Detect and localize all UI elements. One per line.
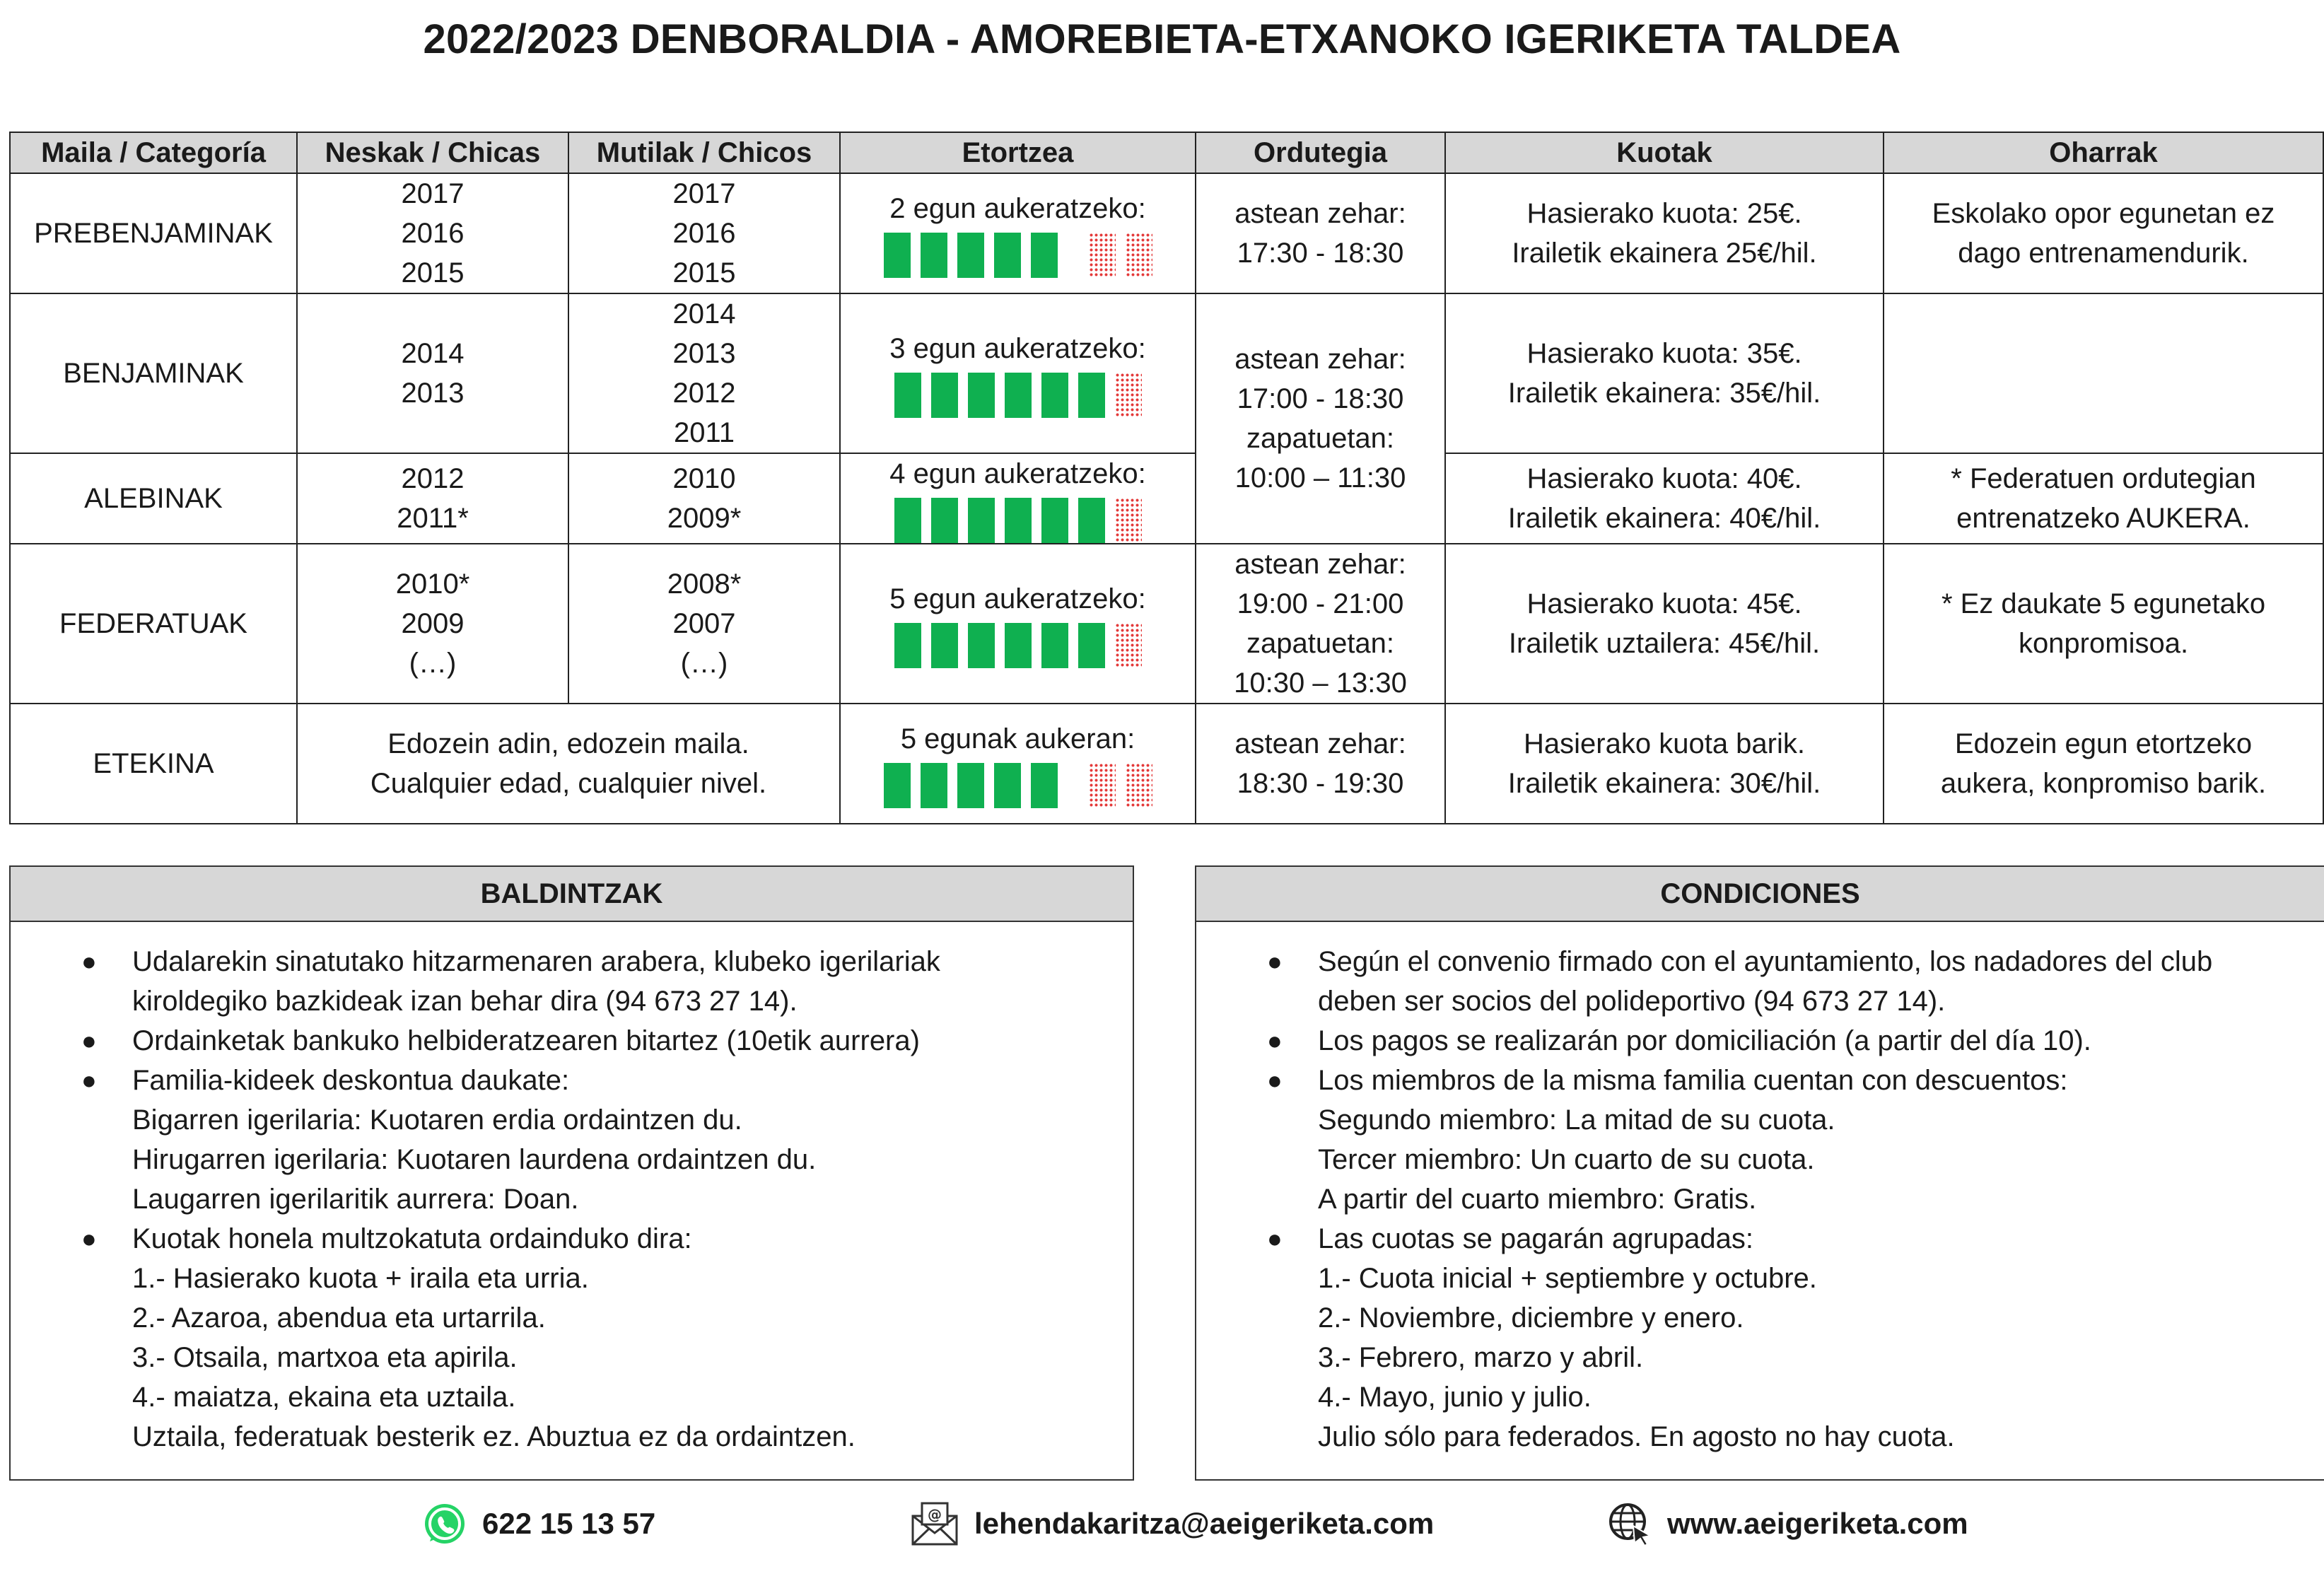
year-value: 2012 [672,378,736,409]
year-value: (…) [680,648,728,679]
header-girls: Neskak / Chicas [297,132,568,173]
day-available-square [894,498,921,543]
girls-years [297,453,568,544]
day-available-square [957,763,984,808]
list-item [1267,1061,2324,1219]
day-available-square [957,233,984,278]
schedule-line: astean zehar: [1234,198,1406,229]
list-line: 4.- maiatza, ekaina eta uztaila. [132,1382,516,1413]
girls-years [297,173,568,293]
boys-years [568,293,840,453]
list-line: deben ser socios del polideportivo (94 673 27 14). [1318,986,1946,1017]
bullet-icon: ● [1267,1224,1283,1253]
attendance-label: 5 egun aukeratzeko: [889,583,1146,614]
day-unavailable-square [1115,373,1142,418]
category-cell: BENJAMINAK [10,293,297,453]
notes-cell [1884,453,2323,544]
website-url: www.aeigeriketa.com [1667,1507,1968,1540]
schedule-line: 17:30 - 18:30 [1237,238,1404,269]
bullet-icon: ● [1267,947,1283,976]
category-cell: PREBENJAMINAK [10,173,297,293]
header-notes: Oharrak [1884,132,2323,173]
header-schedule: Ordutegia [1196,132,1445,173]
day-available-square [1005,498,1032,543]
year-value: (…) [409,648,457,679]
email-address: lehendakaritza@aeigeriketa.com [974,1507,1435,1540]
year-value: 2009 [401,608,465,639]
baldintzak-list [81,922,1133,1457]
list-line: Kuotak honela multzokatuta ordainduko dira: [132,1223,692,1254]
day-available-square [884,763,911,808]
list-line: Udalarekin sinatutako hitzarmenaren arabera, klubeko igerilariak [132,946,940,977]
schedule-line: astean zehar: [1234,549,1406,580]
fees-cell [1445,453,1884,544]
notes-cell [1884,173,2323,293]
condiciones-list [1267,922,2324,1457]
phone-number: 622 15 13 57 [482,1507,656,1540]
day-available-square [1078,623,1105,668]
fees-cell [1445,704,1884,824]
day-available-square [968,373,995,418]
fee-line: Hasierako kuota: 35€. [1526,338,1802,369]
fee-line: Hasierako kuota: 45€. [1526,588,1802,619]
schedule-table [9,132,2324,824]
table-header-row [10,132,2323,173]
year-value: 2011* [397,503,469,534]
list-line: A partir del cuarto miembro: Gratis. [1318,1184,1757,1215]
header-boys: Mutilak / Chicos [568,132,840,173]
boys-years [568,173,840,293]
day-available-square [884,233,911,278]
day-available-square [968,623,995,668]
day-unavailable-square [1089,763,1116,808]
page-title: 2022/2023 DENBORALDIA - AMOREBIETA-ETXANOKO IGERIKETA TALDEA [423,16,1901,62]
schedule-line: zapatuetan: [1246,423,1395,454]
list-line: Julio sólo para federados. En agosto no hay cuota. [1318,1421,1955,1452]
table-row [10,544,2323,704]
schedule-line: 17:00 - 18:30 [1237,383,1404,414]
baldintzak-box [9,865,1134,1481]
category-cell: ETEKINA [10,704,297,824]
note-line: * Federatuen ordutegian [1951,463,2256,494]
whatsapp-icon [421,1500,468,1547]
table-row [10,704,2323,824]
notes-cell [1884,544,2323,704]
table-row [10,173,2323,293]
attendance-label: 3 egun aukeratzeko: [889,333,1146,364]
year-value: 2010* [395,568,470,600]
fee-line: Irailetik ekainera 25€/hil. [1512,238,1817,269]
attendance-cell [840,173,1196,293]
year-value: 2015 [401,257,465,288]
schedule-line: astean zehar: [1234,344,1406,375]
list-line: Uztaila, federatuak besterik ez. Abuztua ez da ordaintzen. [132,1421,856,1452]
day-available-square [1041,623,1068,668]
list-line: Los miembros de la misma familia cuentan con descuentos: [1318,1065,2068,1096]
footer-phone[interactable] [421,1495,655,1552]
year-value: 2016 [672,218,736,249]
attendance-cell [840,453,1196,544]
day-squares [841,623,1195,668]
fees-cell [1445,293,1884,453]
schedule-line: zapatuetan: [1246,628,1395,659]
day-available-square [921,233,947,278]
header-category: Maila / Categoría [10,132,297,173]
category-cell: FEDERATUAK [10,544,297,704]
svg-text:@: @ [928,1506,942,1523]
bullet-icon: ● [1267,1026,1283,1055]
schedule-line: 10:30 – 13:30 [1234,667,1407,699]
condiciones-title: CONDICIONES [1196,867,2324,922]
day-available-square [1005,623,1032,668]
fees-cell [1445,173,1884,293]
age-line: Edozein adin, edozein maila. [387,728,749,759]
day-available-square [1078,498,1105,543]
year-value: 2008* [667,568,742,600]
boys-years [568,453,840,544]
day-unavailable-square [1126,233,1152,278]
fee-line: Irailetik ekainera: 30€/hil. [1507,768,1821,799]
list-item [81,1061,1133,1219]
bullet-icon: ● [1267,1066,1283,1095]
year-value: 2017 [401,178,465,209]
list-line: Tercer miembro: Un cuarto de su cuota. [1318,1144,1815,1175]
table-row [10,453,2323,544]
list-line: Según el convenio firmado con el ayuntamiento, los nadadores del club [1318,946,2213,977]
girls-years [297,544,568,704]
year-value: 2016 [401,218,465,249]
header-fees: Kuotak [1445,132,1884,173]
year-value: 2013 [401,378,465,409]
schedule-cell [1196,704,1445,824]
attendance-label: 5 egunak aukeran: [900,723,1135,754]
day-available-square [994,233,1021,278]
schedule-line: 19:00 - 21:00 [1237,588,1404,619]
bullet-icon: ● [81,1026,97,1055]
list-line: 4.- Mayo, junio y julio. [1318,1382,1592,1413]
year-value: 2010 [672,463,736,494]
baldintzak-title: BALDINTZAK [11,867,1133,922]
year-value: 2015 [672,257,736,288]
day-unavailable-square [1089,233,1116,278]
fee-line: Irailetik ekainera: 40€/hil. [1507,503,1821,534]
attendance-cell [840,293,1196,453]
day-available-square [1041,373,1068,418]
day-available-square [1041,498,1068,543]
day-unavailable-square [1115,498,1142,543]
day-available-square [994,763,1021,808]
note-line: konpromisoa. [2018,628,2189,659]
list-item [1267,1021,2324,1061]
year-value: 2011 [673,417,735,448]
day-squares [841,763,1195,808]
list-line: 3.- Otsaila, martxoa eta apirila. [132,1342,518,1373]
note-line: aukera, konpromiso barik. [1940,768,2267,799]
day-available-square [931,498,958,543]
list-line: 1.- Hasierako kuota + iraila eta urria. [132,1263,589,1294]
boys-years [568,544,840,704]
list-line: Ordainketak bankuko helbideratzearen bitartez (10etik aurrera) [132,1025,920,1056]
day-available-square [931,623,958,668]
day-available-square [931,373,958,418]
footer-web[interactable] [1606,1495,1968,1552]
bullet-icon: ● [81,1066,97,1095]
list-line: kiroldegiko bazkideak izan behar dira (94 673 27 14). [132,986,798,1017]
girls-years [297,293,568,453]
footer-email[interactable] [911,1495,1434,1552]
header-attendance: Etortzea [840,132,1196,173]
schedule-line: 18:30 - 19:30 [1237,768,1404,799]
fee-line: Hasierako kuota: 25€. [1526,198,1802,229]
list-item [81,1219,1133,1457]
list-line: Bigarren igerilaria: Kuotaren erdia ordaintzen du. [132,1104,742,1136]
list-item [1267,1219,2324,1457]
globe-icon [1606,1500,1653,1547]
day-squares [841,373,1195,418]
note-line: Edozein egun etortzeko [1954,728,2253,759]
fee-line: Irailetik ekainera: 35€/hil. [1507,378,1821,409]
list-line: Laugarren igerilaritik aurrera: Doan. [132,1184,579,1215]
day-available-square [1031,233,1058,278]
day-available-square [894,373,921,418]
year-value: 2014 [672,298,736,329]
envelope-icon [911,1500,960,1547]
fee-line: Irailetik uztailera: 45€/hil. [1508,628,1821,659]
year-value: 2007 [672,608,736,639]
list-line: Hirugarren igerilaria: Kuotaren laurdena ordaintzen du. [132,1144,817,1175]
schedule-cell [1196,293,1445,544]
condiciones-box [1195,865,2324,1481]
day-squares [841,498,1195,543]
list-item [1267,942,2324,1021]
schedule-line: astean zehar: [1234,728,1406,759]
bullet-icon: ● [81,947,97,976]
schedule-line: 10:00 – 11:30 [1234,462,1406,494]
schedule-cell [1196,173,1445,293]
list-item [81,942,1133,1021]
day-unavailable-square [1115,623,1142,668]
attendance-label: 4 egun aukeratzeko: [889,458,1146,489]
bullet-icon: ● [81,1224,97,1253]
day-available-square [1031,763,1058,808]
day-squares [841,233,1195,278]
list-line: 2.- Noviembre, diciembre y enero. [1318,1302,1744,1334]
day-available-square [921,763,947,808]
list-line: 1.- Cuota inicial + septiembre y octubre. [1318,1263,1817,1294]
list-line: 3.- Febrero, marzo y abril. [1318,1342,1644,1373]
category-cell: ALEBINAK [10,453,297,544]
day-available-square [968,498,995,543]
day-available-square [1078,373,1105,418]
day-available-square [1005,373,1032,418]
list-line: Los pagos se realizarán por domiciliación (a partir del día 10). [1318,1025,2091,1056]
list-line: Las cuotas se pagarán agrupadas: [1318,1223,1753,1254]
year-value: 2013 [672,338,736,369]
attendance-cell [840,544,1196,704]
note-line: Eskolako opor egunetan ez [1932,198,2275,229]
ages-cell [297,704,840,824]
notes-cell [1884,704,2323,824]
table-row [10,293,2323,453]
fee-line: Hasierako kuota barik. [1524,728,1805,759]
note-line: entrenatzeko AUKERA. [1956,503,2250,534]
attendance-label: 2 egun aukeratzeko: [889,193,1146,224]
year-value: 2009* [667,503,742,534]
fees-cell [1445,544,1884,704]
year-value: 2017 [672,178,736,209]
day-unavailable-square [1126,763,1152,808]
year-value: 2012 [401,463,465,494]
list-item [81,1021,1133,1061]
fee-line: Hasierako kuota: 40€. [1526,463,1802,494]
day-available-square [894,623,921,668]
attendance-cell [840,704,1196,824]
year-value: 2014 [401,338,465,369]
list-line: Familia-kideek deskontua daukate: [132,1065,570,1096]
list-line: Segundo miembro: La mitad de su cuota. [1318,1104,1835,1136]
note-line: dago entrenamendurik. [1958,238,2249,269]
schedule-cell [1196,544,1445,704]
note-line: * Ez daukate 5 egunetako [1941,588,2266,619]
list-line: 2.- Azaroa, abendua eta urtarrila. [132,1302,546,1334]
age-line: Cualquier edad, cualquier nivel. [370,768,767,799]
notes-cell [1884,293,2323,453]
